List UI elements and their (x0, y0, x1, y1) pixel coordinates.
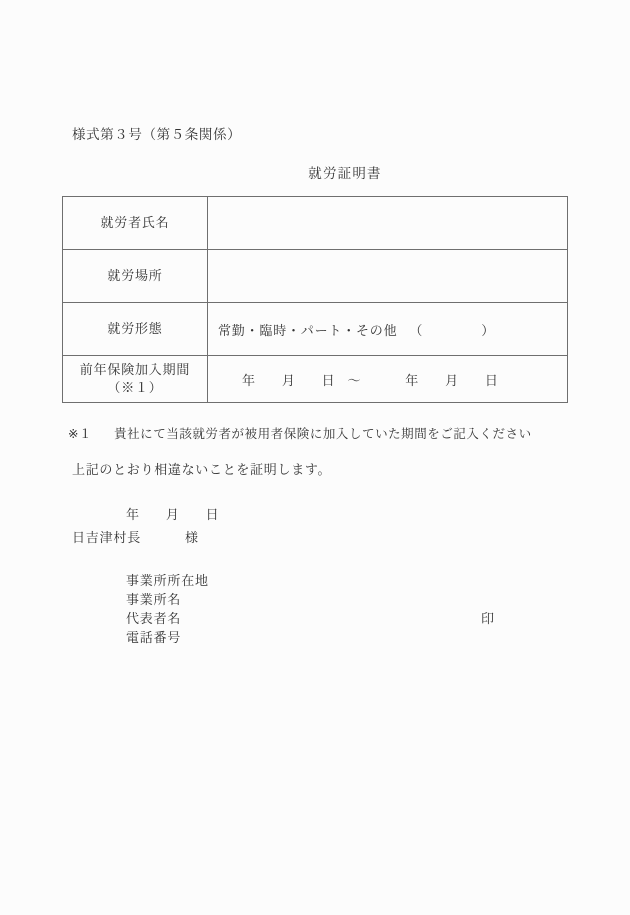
employer-address-row[interactable] (126, 571, 526, 590)
employer-office-row[interactable] (126, 590, 526, 609)
period-month-from: 月 (281, 372, 296, 388)
seal-icon: 印 (481, 611, 495, 626)
employer-representative-row[interactable] (126, 609, 526, 628)
table-row-work-location (63, 250, 568, 303)
addressee-name: 日吉津村長 (72, 530, 142, 545)
signature-date-line[interactable] (126, 504, 219, 523)
label-insurance-period (63, 356, 208, 403)
addressee-honorific: 様 (185, 530, 199, 545)
field-work-location[interactable] (208, 250, 568, 303)
employer-office-label: 事業所名 (126, 592, 182, 607)
table-row-insurance-period (63, 356, 568, 403)
label-work-location: 就労場所 (63, 250, 208, 303)
form-code: 様式第３号（第５条関係） (72, 127, 242, 142)
footnote-insurance-period (68, 424, 532, 442)
period-month-to: 月 (445, 372, 459, 388)
field-employment-type[interactable] (208, 303, 568, 356)
signature-date-day: 日 (205, 507, 220, 522)
addressee-line (72, 527, 199, 546)
table-row-worker-name (63, 197, 568, 250)
footnote-mark: ※１ (68, 427, 93, 441)
employer-signature-block (126, 571, 526, 647)
period-tilde: ～ (347, 372, 362, 388)
label-insurance-period-note: （※１） (107, 380, 163, 395)
period-day-from: 日 (321, 372, 336, 388)
label-worker-name: 就労者氏名 (63, 197, 208, 250)
employer-address-label: 事業所所在地 (126, 573, 209, 588)
employer-representative-label: 代表者名 (126, 611, 182, 626)
employment-details-table (62, 196, 568, 403)
field-worker-name[interactable] (208, 197, 568, 250)
period-day-to: 日 (484, 372, 499, 388)
label-employment-type: 就労形態 (63, 303, 208, 356)
page-title: 就労証明書 (308, 166, 382, 181)
period-year-from: 年 (242, 372, 256, 388)
table-row-employment-type (63, 303, 568, 356)
period-year-to: 年 (405, 372, 420, 388)
label-insurance-period-main: 前年保険加入期間 (79, 362, 191, 378)
employment-type-options: 常勤・臨時・パート・その他 (218, 322, 398, 338)
paren-close: ） (481, 322, 496, 338)
employer-phone-row[interactable] (126, 628, 526, 647)
signature-date-year: 年 (126, 507, 140, 522)
field-insurance-period[interactable] (208, 356, 568, 403)
employer-phone-label: 電話番号 (126, 630, 182, 645)
paren-open: （ (409, 322, 424, 338)
footnote-text: 貴社にて当該就労者が被用者保険に加入していた期間をご記入ください (114, 427, 532, 441)
certification-statement: 上記のとおり相違ないことを証明します。 (72, 462, 332, 477)
signature-date-month: 月 (165, 507, 180, 522)
